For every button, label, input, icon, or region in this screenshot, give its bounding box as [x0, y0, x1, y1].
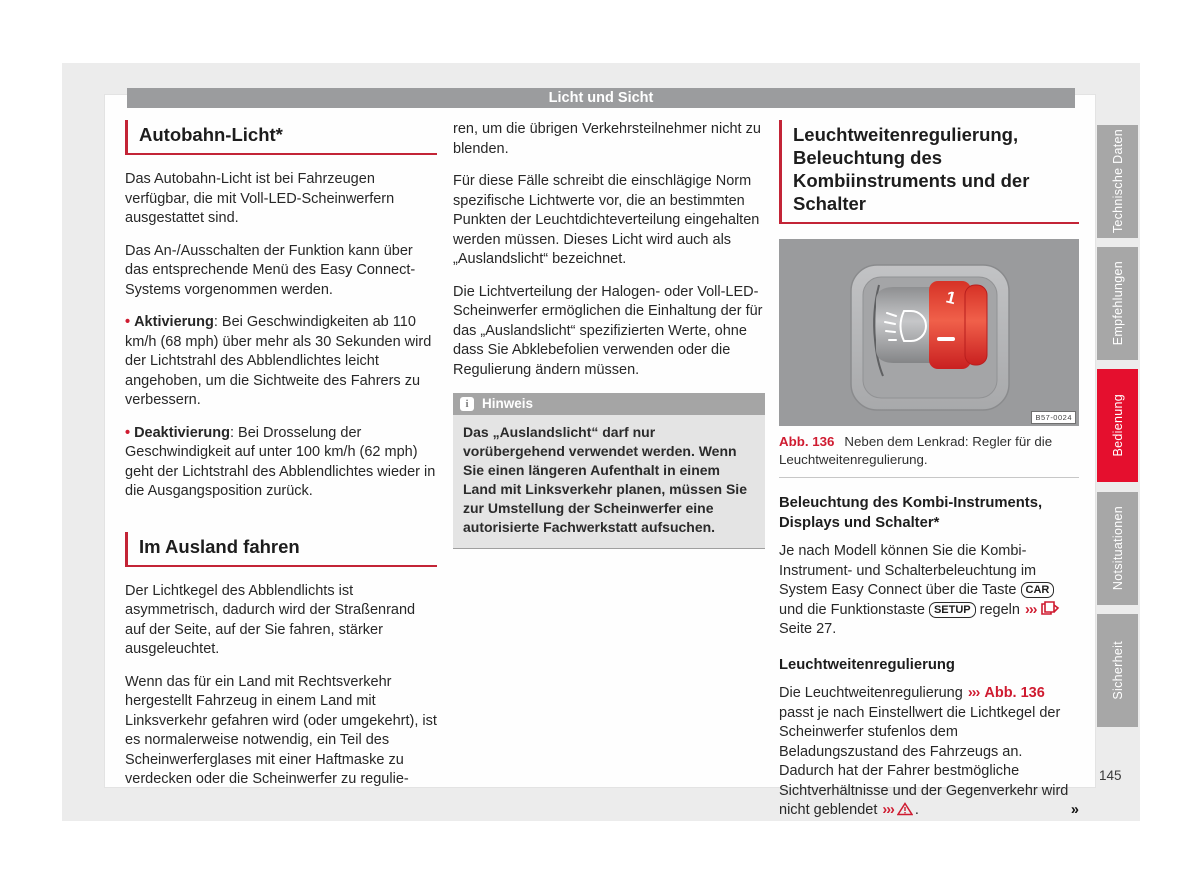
- page-number: 145: [1099, 768, 1122, 783]
- booklet-page-icon: [1040, 601, 1060, 616]
- column-right: [779, 120, 1079, 834]
- figure-caption-text: Neben dem Lenkrad: Regler für die Leuchtweitenregulierung.: [779, 434, 1053, 467]
- bullet-text: : Bei Drosselung der Geschwindigkeit auf unter 100 km/h (62 mph) geht der Lichtstrahl des Abblendlichtes wieder in die Ausgangsposition zurück.: [125, 424, 436, 499]
- tab-bedienung[interactable]: [1097, 369, 1138, 482]
- paragraph: Das Autobahn-Licht ist bei Fahrzeugen verfügbar, die mit Voll-LED-Scheinwerfern ausgestattet sind.: [125, 171, 395, 226]
- headlight-range-dial-illustration: [779, 239, 1079, 426]
- figure-abb-136: [779, 239, 1079, 426]
- tab-empfehlungen[interactable]: [1097, 247, 1138, 360]
- red-bullet-icon: •: [125, 314, 131, 330]
- note-body-text: Das „Auslandslicht“ darf nur vorübergehend verwendet werden. Wenn Sie einen längeren Aufenthalt in einem Land mit Linksverkehr planen, müssen Sie zur Umstellung der Scheinwerfer eine autorisierte Fachwerkstatt aufsuchen.: [453, 415, 765, 549]
- text-run: Je nach Modell können Sie die Kombi-Instrument- und Schalterbeleuchtung im System Easy Connect über die Taste: [779, 543, 1037, 598]
- column-left: [125, 120, 437, 803]
- figure-caption: [779, 426, 1079, 478]
- tab-notsituationen[interactable]: [1097, 492, 1138, 605]
- section-heading-autobahn-licht: Autobahn-Licht*: [125, 120, 437, 155]
- paragraph: [779, 684, 1079, 821]
- car-key-icon: CAR: [1021, 582, 1055, 598]
- tab-label: Technische Daten: [1110, 129, 1125, 234]
- paragraph: Das An-/Ausschalten der Funktion kann über das entsprechende Menü des Easy Connect-Systems vorgenommen werden.: [125, 242, 416, 298]
- tab-sicherheit[interactable]: [1097, 614, 1138, 727]
- figure-code-label: B57-0024: [1031, 411, 1076, 424]
- column-middle: [453, 120, 765, 549]
- bullet-item-aktivierung: [125, 313, 437, 411]
- tab-technische-daten[interactable]: [1097, 125, 1138, 238]
- bullet-label: Aktivierung: [134, 314, 214, 330]
- paragraph: ren, um die übrigen Verkehrsteilnehmer nicht zu blenden.: [453, 121, 761, 157]
- chapter-header-bar: [127, 88, 1075, 108]
- bullet-item-deaktivierung: [125, 424, 437, 502]
- subheading-beleuchtung-kombi-instrument: Beleuchtung des Kombi-Instruments, Displays und Schalter*: [779, 495, 1043, 531]
- tab-label: Bedienung: [1110, 394, 1125, 457]
- bullet-label: Deaktivierung: [134, 424, 230, 441]
- info-icon: i: [460, 397, 474, 411]
- reference-chevrons: ›››: [882, 802, 894, 818]
- knob-position-mark: 1: [944, 287, 958, 309]
- note-title: Hinweis: [482, 396, 534, 411]
- note-header: [453, 393, 765, 415]
- bullet-text: : Bei Geschwindigkeiten ab 110 km/h (68 mph) über mehr als 30 Sekunden wird der Lichtstrahl des Abblendlichtes leicht angehoben, um die Sichtweite des Fahrers zu verbessern.: [125, 314, 432, 408]
- text-run: passt je nach Einstellwert die Lichtkegel der Scheinwerfer stufenlos dem Beladungszustand des Fahrzeugs an. Dadurch hat der Fahrer bestmögliche Sichtverhältnisse und der Gegenverkehr wird nicht geblendet: [779, 704, 1069, 818]
- paragraph: Für diese Fälle schreibt die einschlägige Norm spezifische Lichtwerte vor, die an bestimmten Punkten der Leuchtdichteverteilung eingehalten werden müssen. Dieses Licht wird auch als „Auslandslicht“ bezeichnet.: [453, 173, 760, 267]
- text-run: regeln: [975, 601, 1024, 618]
- section-heading-leuchtweitenregulierung: Leuchtweitenregulierung, Beleuchtung des Kombiinstruments und der Schalter: [779, 120, 1079, 224]
- figure-reference: Abb. 136: [984, 685, 1045, 701]
- paragraph: Der Lichtkegel des Abblendlichts ist asymmetrisch, dadurch wird der Straßenrand auf der Seite, auf der Sie fahren, stärker ausgeleuchtet.: [125, 582, 416, 657]
- section-heading-im-ausland-fahren: Im Ausland fahren: [125, 532, 437, 567]
- paragraph: Wenn das für ein Land mit Rechtsverkehr hergestellt Fahrzeug in einem Land mit Linksverkehr gefahren wird (oder umgekehrt), ist es normalerweise notwendig, ein Teil des Scheinwerferglases mit einer Haftmaske zu verdecken oder die Scheinwerfer zu regulie-: [125, 673, 437, 787]
- reference-chevrons: ›››: [967, 685, 980, 701]
- tab-label: Empfehlungen: [1110, 261, 1125, 346]
- reference-chevrons: ›››: [1025, 601, 1037, 618]
- tab-label: Sicherheit: [1110, 641, 1125, 700]
- chapter-title: Licht und Sicht: [548, 90, 654, 106]
- continuation-marker: »: [1070, 802, 1079, 818]
- subheading-leuchtweitenregulierung: Leuchtweitenregulierung: [779, 656, 955, 673]
- red-bullet-icon: •: [125, 424, 131, 441]
- tab-label: Notsituationen: [1110, 506, 1125, 591]
- paragraph: [779, 542, 1079, 640]
- hinweis-note-box: [453, 393, 765, 549]
- text-run: Seite 27.: [779, 621, 837, 637]
- setup-key-icon: SETUP: [929, 602, 976, 618]
- text-run: und die Funktionstaste: [779, 601, 929, 618]
- paragraph: Die Lichtverteilung der Halogen- oder Voll-LED-Scheinwerfer ermöglichen die Einhaltung der für das „Auslandslicht“ spezifizierten Werte, ohne dass Sie Abklebefolien verwenden oder die Regulierung ändern müssen.: [453, 283, 763, 378]
- warning-triangle-icon: [897, 802, 913, 816]
- text-run: .: [914, 802, 919, 818]
- text-run: Die Leuchtweitenregulierung: [779, 685, 967, 701]
- figure-caption-number: Abb. 136: [779, 434, 835, 449]
